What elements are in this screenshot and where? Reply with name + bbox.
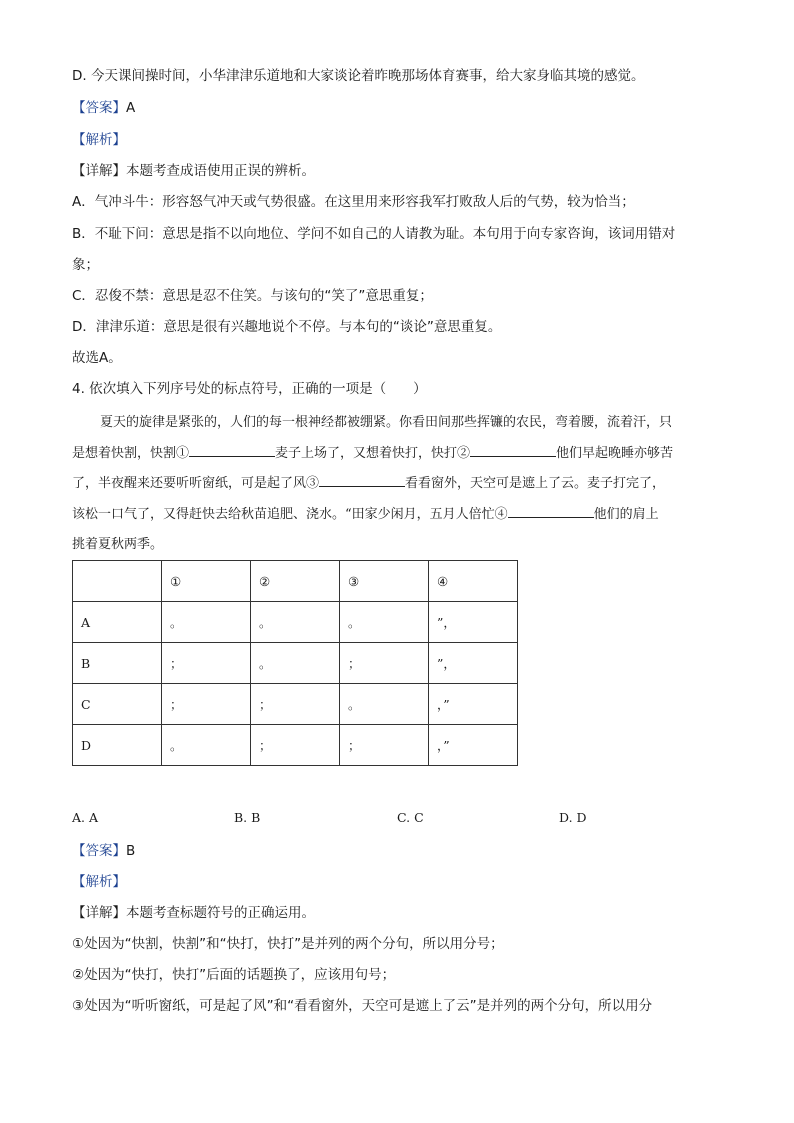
detail-tag: 【详解】 (72, 905, 126, 921)
q3-answer (72, 98, 135, 118)
answer-value: A (126, 100, 136, 116)
table-row (73, 684, 518, 725)
q3-detail (72, 161, 315, 181)
table-cell: 。 (340, 602, 429, 643)
passage-fragment: 他们早起晚睡亦够苦 (556, 445, 674, 461)
q3-conclusion: 故选A。 (72, 350, 122, 366)
passage-fragment: 该松一口气了，又得赶快去给秋苗追肥、浇水。“田家少闲月，五月人倍忙④ (72, 506, 508, 522)
detail-intro: 本题考查标题符号的正确运用。 (126, 905, 315, 921)
passage-fragment: 麦子上场了，又想着快打，快打② (275, 445, 471, 461)
answer-tag: 【答案】 (72, 100, 126, 116)
blank-1[interactable] (189, 441, 275, 457)
passage-line-2 (72, 439, 722, 470)
q3-option-d: D. 今天课间操时间，小华津津乐道地和大家谈论着昨晚那场体育赛事，给大家身临其境的感觉。 (72, 68, 645, 84)
table-row (73, 643, 518, 684)
table-cell: ，” (429, 684, 518, 725)
table-cell (73, 561, 162, 602)
table-cell: ③ (340, 561, 429, 602)
answer-value: B (126, 843, 136, 859)
passage-line-4 (72, 500, 722, 531)
passage-line-3 (72, 469, 722, 500)
table-cell: ； (340, 725, 429, 766)
table-cell: ； (162, 684, 251, 725)
table-row (73, 602, 518, 643)
q3-exp-a: A．气冲斗牛：形容怒气冲天或气势很盛。在这里用来形容我军打败敌人后的气势，较为恰当； (72, 194, 635, 210)
table-cell: ； (251, 725, 340, 766)
choice-d[interactable]: D. D (559, 810, 587, 825)
q4-stem: 4. 依次填入下列序号处的标点符号，正确的一项是（ ） (72, 381, 427, 397)
q3-exp-b-1: B．不耻下问：意思是指不以向地位、学问不如自己的人请教为耻。本句用于向专家咨询，该词用错对 (72, 226, 676, 242)
table-cell: 。 (251, 602, 340, 643)
q3-analysis-tag: 【解析】 (72, 132, 126, 148)
passage-line-5: 挑着夏秋两季。 (72, 537, 164, 552)
table-cell: 。 (251, 643, 340, 684)
q4-exp-3: ③处因为“听听窗纸，可是起了风”和“看看窗外，天空可是遮上了云”是并列的两个分句，所以用分 (72, 998, 653, 1014)
q4-passage (72, 408, 722, 561)
choice-a[interactable]: A. A (72, 810, 99, 825)
q4-answer (72, 841, 135, 861)
blank-4[interactable] (508, 502, 594, 518)
q3-exp-b-2: 象； (72, 257, 99, 273)
table-cell: C (73, 684, 162, 725)
blank-2[interactable] (470, 441, 556, 457)
q4-exp-2: ②处因为“快打，快打”后面的话题换了，应该用句号； (72, 967, 396, 983)
options-table (72, 560, 518, 766)
choice-b[interactable]: B. B (234, 810, 261, 825)
detail-intro: 本题考查成语使用正误的辨析。 (126, 163, 315, 179)
detail-tag: 【详解】 (72, 163, 126, 179)
table-cell: 。 (340, 684, 429, 725)
table-cell: 。 (162, 602, 251, 643)
table-cell: ； (251, 684, 340, 725)
table-header-row (73, 561, 518, 602)
q4-detail (72, 903, 315, 923)
table-cell: A (73, 602, 162, 643)
table-cell: ④ (429, 561, 518, 602)
passage-fragment: 看看窗外，天空可是遮上了云。麦子打完了， (405, 476, 666, 491)
choice-c[interactable]: C. C (397, 810, 424, 825)
table-cell: ② (251, 561, 340, 602)
q4-analysis-tag: 【解析】 (72, 874, 126, 890)
table-cell: ① (162, 561, 251, 602)
table-cell: ”， (429, 643, 518, 684)
table-cell: D (73, 725, 162, 766)
table-cell: B (73, 643, 162, 684)
passage-fragment: 是想着快割，快割① (72, 445, 190, 461)
table-cell: ； (162, 643, 251, 684)
table-row (73, 725, 518, 766)
q3-exp-d: D．津津乐道：意思是很有兴趣地说个不停。与本句的“谈论”意思重复。 (72, 319, 502, 335)
table-cell: ； (340, 643, 429, 684)
q4-exp-1: ①处因为“快割，快割”和“快打，快打”是并列的两个分句，所以用分号； (72, 936, 504, 952)
table-cell: ，” (429, 725, 518, 766)
passage-line-1: 夏天的旋律是紧张的，人们的每一根神经都被绷紧。你看田间那些挥镰的农民，弯着腰，流着汗，只 (100, 415, 673, 430)
passage-fragment: 他们的肩上 (593, 506, 659, 522)
table-cell: ”， (429, 602, 518, 643)
table-cell: 。 (162, 725, 251, 766)
blank-3[interactable] (319, 471, 405, 487)
passage-fragment: 了，半夜醒来还要听听窗纸，可是起了风③ (72, 476, 320, 491)
answer-tag: 【答案】 (72, 843, 126, 859)
q3-exp-c: C．忍俊不禁：意思是忍不住笑。与该句的“笑了”意思重复； (72, 288, 433, 304)
